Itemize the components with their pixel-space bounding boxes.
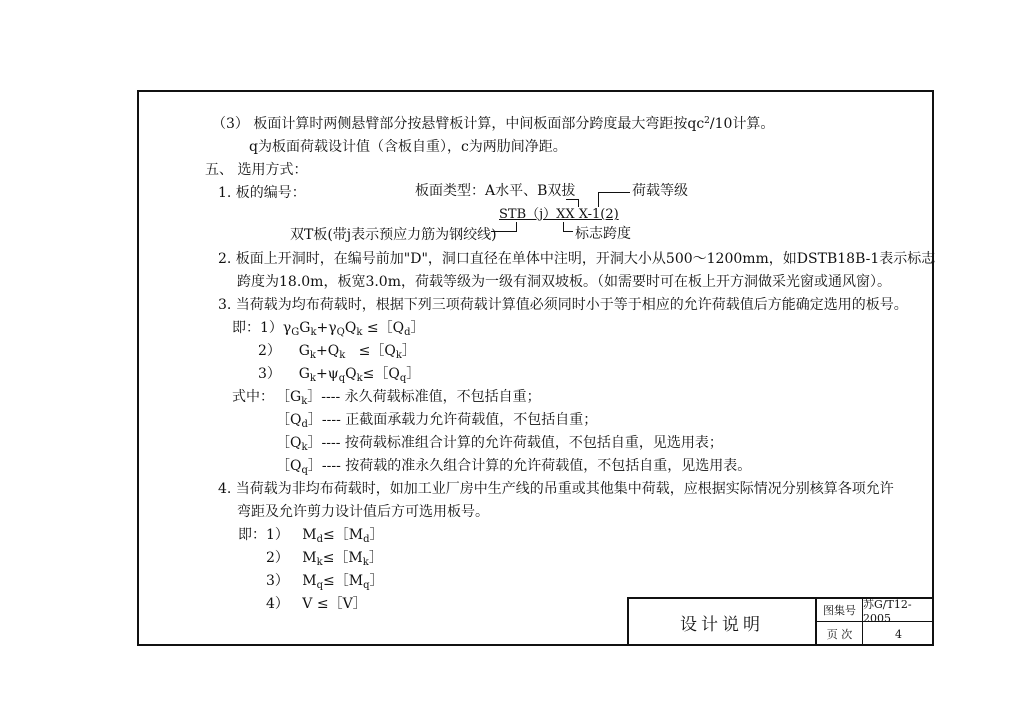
bracket-line bbox=[598, 192, 599, 207]
definition-qq: $[Q_q]----$ 按荷载的准永久组合计算的允许荷载值，不包括自重，见选用表。 bbox=[276, 458, 752, 476]
bracket-line bbox=[598, 192, 630, 193]
item2-line2: 跨度为18.0m，板宽3.0m，荷载等级为一级有洞双坡板。（如需要时可在板上开方洞做采光窗或通风窗）。 bbox=[237, 274, 891, 290]
item2-line1: 2. 板面上开洞时，在编号前加"D"，洞口直径在单体中注明，开洞大小从500～1200mm，如DSTB18B-1表示标志 bbox=[218, 251, 936, 267]
bracket-line bbox=[566, 199, 578, 200]
check-md: 即：1） $M_d\le[M_d]$ bbox=[238, 527, 384, 545]
page-number-label: 页 次 bbox=[817, 622, 863, 646]
item3-line1: 3. 当荷载为均布荷载时，根据下列三项荷载计算值必须同时小于等于相应的允许荷载值后方能确定选用的板号。 bbox=[218, 297, 908, 313]
span-label: 标志跨度 bbox=[575, 226, 631, 242]
page-number-value: 4 bbox=[895, 627, 902, 641]
atlas-number-value: 苏G/T12-2005 bbox=[863, 599, 934, 622]
formula-3: 3） $G_k+\psi_qQ_k\le[Q_q]$ bbox=[258, 366, 421, 384]
double-t-label: 双T板(带j表示预应力筋为钢绞线) bbox=[290, 227, 497, 243]
check-mq: 3） $M_q\le[M_q]$ bbox=[266, 573, 384, 591]
formula-1: 即：$1)\gamma_GG_k+\gamma_QQ_k$ $\le[Q_d]$ bbox=[232, 320, 425, 338]
bracket-line bbox=[563, 231, 573, 232]
bracket-line bbox=[516, 222, 517, 232]
where-label: 式中： bbox=[232, 389, 274, 405]
definition-qd: $[Q_d]----$ 正截面承载力允许荷载值，不包括自重； bbox=[276, 412, 598, 430]
definition-gk: $[G_k]----$ 永久荷载标准值，不包括自重； bbox=[276, 389, 541, 407]
note3-line1: （3） 板面计算时两侧悬臂部分按悬臂板计算，中间板面部分跨度最大弯距按$qc^2/10$计算。 bbox=[212, 116, 775, 132]
atlas-number-label: 图集号 bbox=[817, 599, 863, 622]
note3-line2: q为板面荷载设计值（含板自重），c为两肋间净距。 bbox=[249, 139, 567, 155]
check-mk: 2） $M_k\le[M_k]$ bbox=[266, 550, 383, 568]
item1-label: 1. 板的编号： bbox=[218, 185, 306, 201]
board-type-label: 板面类型：A水平、B双拔 bbox=[415, 183, 576, 199]
load-level-label: 荷载等级 bbox=[632, 183, 688, 199]
formula-2: 2） $G_k+Q_k$ $\le[Q_k]$ bbox=[258, 343, 416, 361]
item4-line2: 弯距及允许剪力设计值后方可选用板号。 bbox=[237, 504, 489, 520]
definition-qk: $[Q_k]----$ 按荷载标准组合计算的允许荷载值，不包括自重，见选用表； bbox=[276, 435, 723, 453]
section-heading: 五、 选用方式： bbox=[205, 162, 308, 178]
title-block bbox=[627, 597, 934, 646]
board-code: STB（j）XX X-1(2) bbox=[499, 207, 619, 222]
check-v: 4） V ≤［V］ bbox=[266, 596, 367, 612]
item4-line1: 4. 当荷载为非均布荷载时，如加工业厂房中生产线的吊重或其他集中荷载，应根据实际情况分别核算各项允许 bbox=[218, 481, 894, 497]
drawing-title: 设计说明 bbox=[629, 599, 817, 646]
